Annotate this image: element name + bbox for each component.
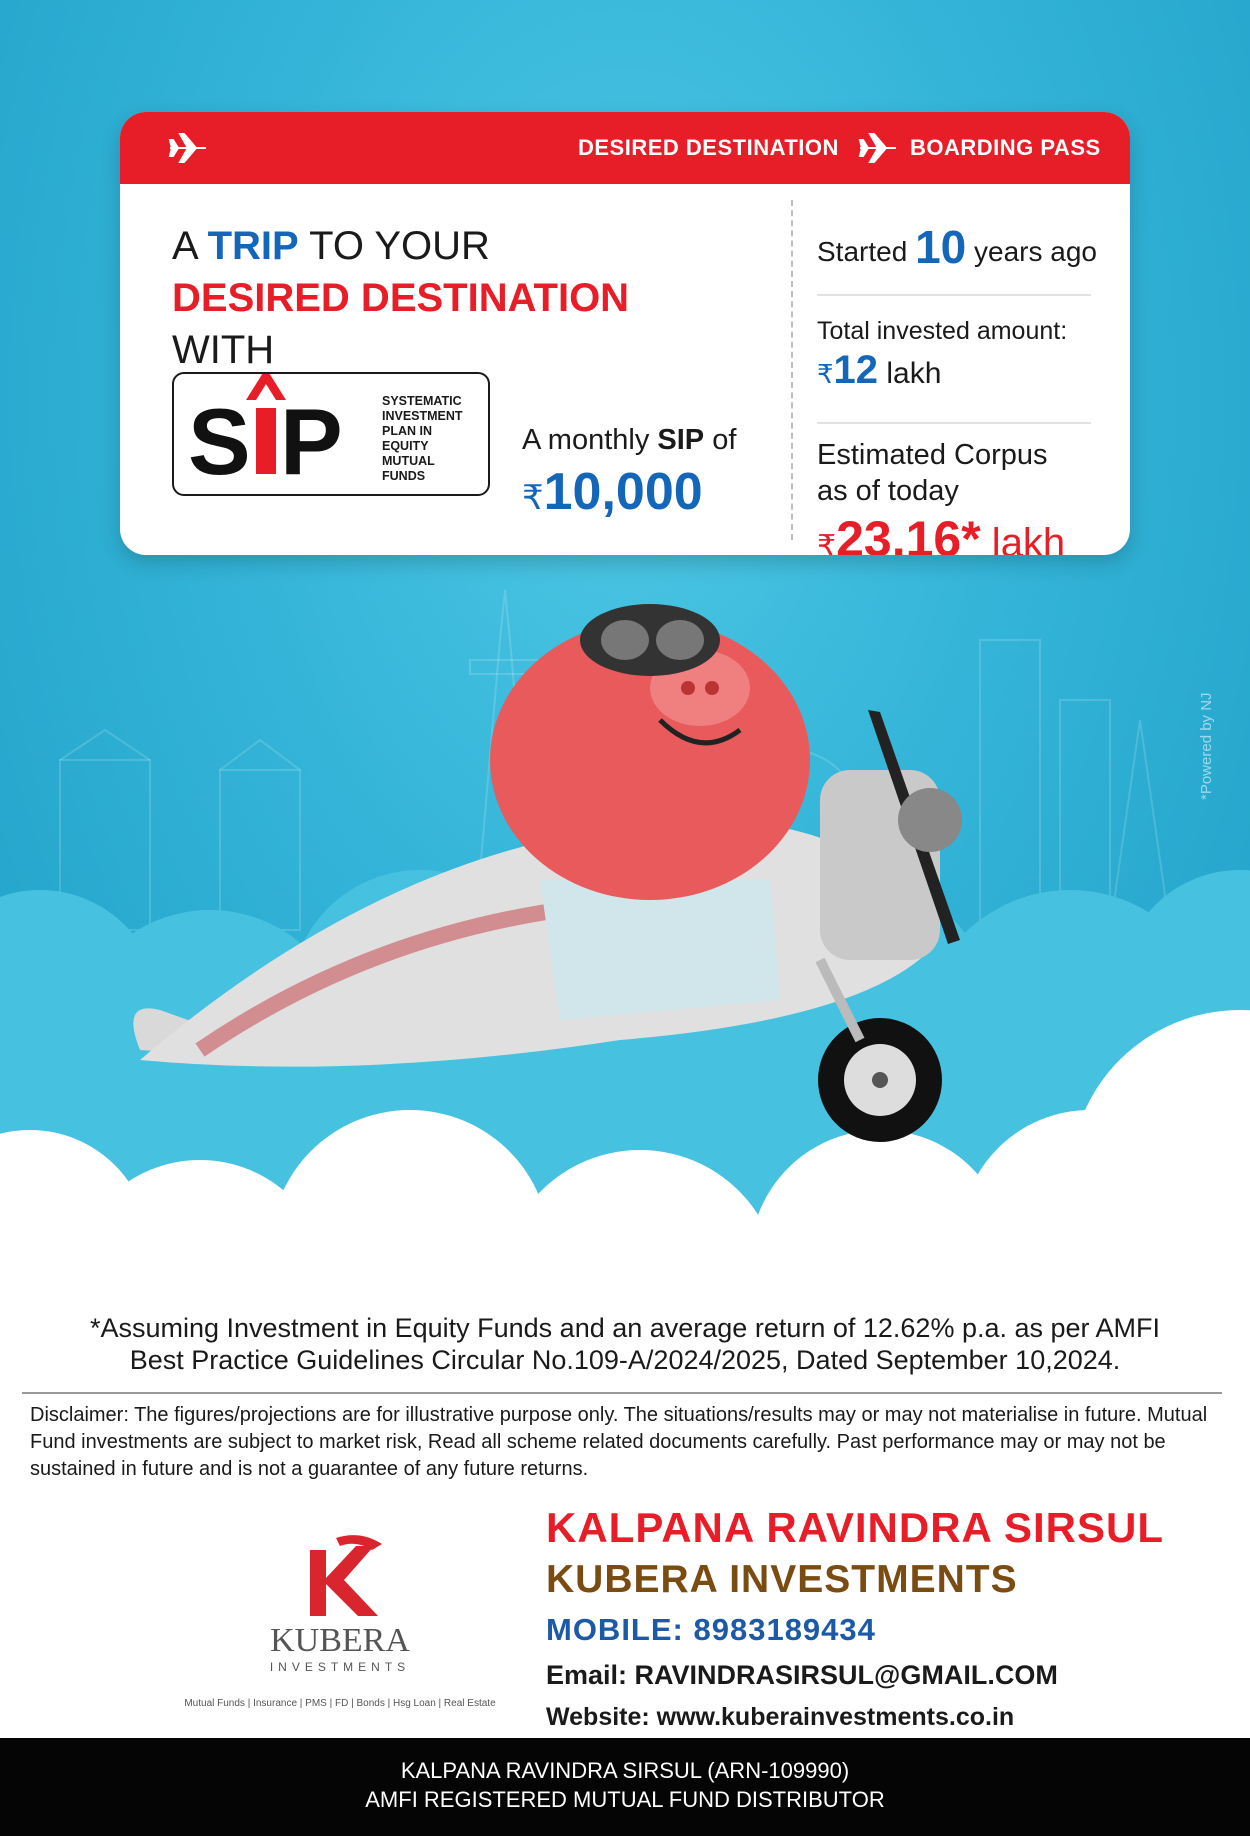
divider-line bbox=[817, 294, 1091, 296]
monthly-sip-amount: ₹10,000 bbox=[522, 463, 703, 521]
monthly-sip-label: A monthly SIP of bbox=[522, 424, 737, 456]
kubera-logo bbox=[160, 1530, 520, 1720]
powered-by-label: *Powered by NJ bbox=[1198, 692, 1215, 800]
kubera-k-icon bbox=[160, 1530, 520, 1620]
ticket-divider bbox=[791, 200, 793, 540]
invested-label: Total invested amount: bbox=[817, 317, 1068, 345]
footer bbox=[0, 1738, 1250, 1836]
footer-arn: KALPANA RAVINDRA SIRSUL (ARN-109990) bbox=[400, 1758, 850, 1783]
header-boarding-pass: BOARDING PASS bbox=[910, 135, 1101, 160]
started-years: Started 10 years ago bbox=[817, 221, 1097, 273]
header-desired-destination: DESIRED DESTINATION bbox=[578, 135, 839, 160]
sip-logo bbox=[172, 372, 490, 496]
divider-line bbox=[817, 422, 1091, 424]
contact-email[interactable]: Email: RAVINDRASIRSUL@GMAIL.COM bbox=[546, 1660, 1058, 1690]
airplane-icon bbox=[168, 130, 208, 166]
headline-destination: DESIRED DESTINATION bbox=[172, 276, 630, 320]
contact-mobile[interactable]: MOBILE: 8983189434 bbox=[546, 1612, 876, 1647]
sip-letter-s: S bbox=[188, 389, 251, 494]
kubera-logo-tagline: Mutual Funds | Insurance | PMS | FD | Bonds | Hsg Loan | Real Estate bbox=[184, 1698, 496, 1709]
corpus-amount: ₹23.16* lakh bbox=[817, 511, 1066, 555]
footer-amfi: AMFI REGISTERED MUTUAL FUND DISTRIBUTOR bbox=[365, 1787, 885, 1812]
sip-letter-p: P bbox=[280, 389, 343, 494]
assumption-note: *Assuming Investment in Equity Funds and an average return of 12.62% p.a. as per AMFI Best Practice Guidelines Circular No.109-A/2024/2025, Dated September 10,2024. bbox=[89, 1313, 1161, 1375]
kubera-logo-name: KUBERA bbox=[270, 1622, 410, 1659]
airplane-icon bbox=[858, 130, 898, 166]
plane-wing bbox=[540, 880, 780, 1020]
contact-website[interactable]: Website: www.kuberainvestments.co.in bbox=[546, 1703, 1015, 1731]
boarding-pass-header bbox=[120, 112, 1130, 184]
kubera-logo-subtitle: INVESTMENTS bbox=[269, 1660, 411, 1674]
contact-name: KALPANA RAVINDRA SIRSUL bbox=[546, 1504, 1164, 1551]
sip-description: SYSTEMATIC INVESTMENT PLAN IN EQUITY MUTUAL FUNDS bbox=[382, 394, 463, 483]
disclaimer-text: Disclaimer: The figures/projections are for illustrative purpose only. The situations/results may or may not materialise in future. Mutual Fund investments are subject to market risk, Read all scheme related documents carefully. Past performance may or may not be sustained in future and is not a guarantee of any future returns. bbox=[30, 1404, 1208, 1480]
headline-trip: TRIP bbox=[207, 224, 299, 268]
corpus-label-line1: Estimated Corpus bbox=[817, 439, 1048, 471]
headline-with: WITH bbox=[172, 328, 275, 372]
separator bbox=[22, 1392, 1222, 1394]
corpus-label-line2: as of today bbox=[817, 475, 959, 507]
headline: A TRIP TO YOUR DESIRED DESTINATION WITH bbox=[172, 220, 629, 376]
invested-amount: ₹12 lakh bbox=[817, 348, 942, 392]
contact-firm: KUBERA INVESTMENTS bbox=[546, 1558, 1018, 1601]
boarding-pass-card bbox=[120, 112, 1130, 555]
